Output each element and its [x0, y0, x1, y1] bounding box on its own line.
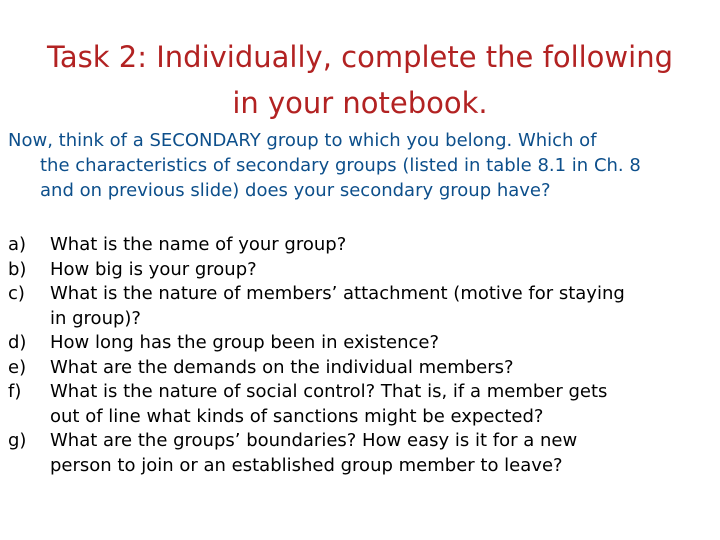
question-text: What is the nature of members’ attachment (motive for staying: [50, 283, 625, 304]
question-text: What is the nature of social control? That is, if a member gets: [50, 381, 608, 402]
question-marker: b): [8, 258, 27, 280]
question-text: out of line what kinds of sanctions might be expected?: [50, 405, 544, 427]
slide-title: [0, 34, 720, 126]
question-marker: g): [8, 430, 27, 451]
intro-line: Now, think of a SECONDARY group to which you belong. Which of: [8, 130, 597, 151]
question-text: What is the name of your group?: [50, 234, 347, 255]
intro-line: the characteristics of secondary groups (listed in table 8.1 in Ch. 8: [40, 155, 641, 176]
question-item: [8, 380, 716, 429]
question-marker: c): [8, 283, 25, 304]
question-item: [8, 429, 716, 478]
question-item: [8, 331, 716, 356]
intro-line: and on previous slide) does your secondary group have?: [40, 180, 551, 201]
question-text: How big is your group?: [50, 258, 257, 280]
question-text: What are the demands on the individual members?: [50, 356, 514, 378]
slide-title-line: in your notebook.: [232, 86, 488, 120]
question-text: How long has the group been in existence?: [50, 332, 440, 353]
question-marker: f): [8, 381, 22, 402]
question-marker: d): [8, 332, 27, 353]
question-item: [8, 233, 716, 258]
question-text: in group)?: [50, 307, 141, 329]
question-text: person to join or an established group member to leave?: [50, 454, 563, 476]
question-text: What are the groups’ boundaries? How easy is it for a new: [50, 430, 578, 451]
question-item: [8, 356, 716, 381]
question-marker: a): [8, 234, 27, 255]
question-item: [8, 258, 716, 283]
question-item: [8, 282, 716, 331]
question-marker: e): [8, 356, 27, 378]
question-list: [8, 233, 716, 478]
intro-paragraph: [8, 128, 716, 203]
slide-title-line: Task 2: Individually, complete the following: [47, 40, 673, 74]
